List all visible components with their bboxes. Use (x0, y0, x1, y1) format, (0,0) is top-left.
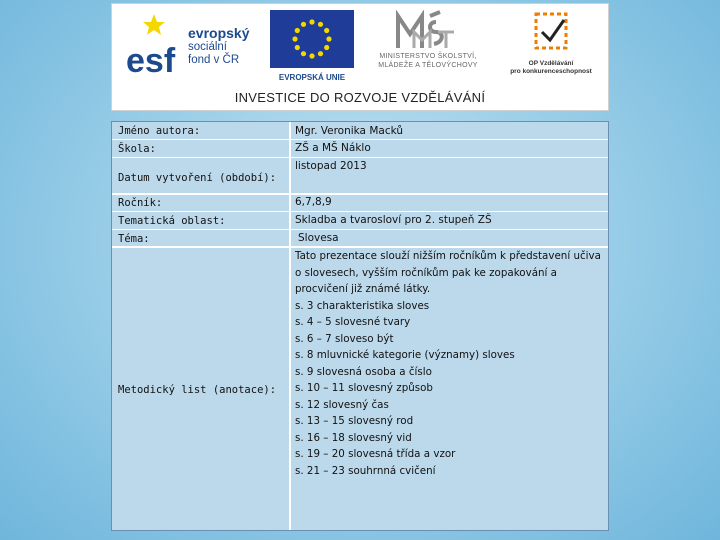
eu-star-icon (301, 51, 306, 56)
topic-label: Téma: (118, 233, 150, 245)
area-label: Tematická oblast: (118, 215, 226, 227)
annotation-item: s. 10 – 11 slovesný způsob (295, 382, 433, 394)
annotation-item: s. 3 charakteristika sloves (295, 299, 430, 312)
school-value: ZŠ a MŠ Náklo (295, 142, 371, 154)
project-banner (111, 3, 609, 111)
op-emblem-icon (506, 10, 596, 58)
annotation-item: s. 13 – 15 slovesný rod (295, 415, 414, 427)
eu-star-icon (292, 36, 297, 41)
eu-star-icon (295, 28, 300, 33)
op-logo (506, 10, 596, 82)
eu-star-icon (318, 22, 323, 27)
esf-line1: evropský (188, 25, 250, 41)
esf-mark: esf (126, 42, 176, 80)
msmt-logo (358, 10, 498, 82)
row-divider (112, 193, 608, 195)
eu-logo (270, 10, 354, 82)
op-line2: pro konkurenceschopnost (510, 68, 592, 75)
metadata-table (111, 121, 609, 531)
area-value: Skladba a tvarosloví pro 2. stupeň ZŠ (295, 214, 492, 226)
annotation-item: s. 6 – 7 sloveso být (295, 332, 394, 345)
eu-star-icon (309, 19, 314, 24)
msmt-monogram-icon (358, 10, 498, 52)
grade-value: 6,7,8,9 (295, 196, 332, 208)
annotation-text (295, 248, 605, 479)
row-divider (112, 139, 608, 140)
row-divider (112, 229, 608, 230)
row-divider (112, 157, 608, 158)
esf-logo (124, 10, 264, 80)
eu-star-icon (301, 22, 306, 27)
annotation-item: s. 12 slovesný čas (295, 398, 389, 411)
school-label: Škola: (118, 143, 156, 155)
topic-value: Slovesa (298, 232, 339, 244)
column-divider (289, 122, 291, 530)
annotation-label: Metodický list (anotace): (118, 384, 277, 396)
eu-star-icon (318, 51, 323, 56)
eu-star-icon (324, 45, 329, 50)
date-label: Datum vytvoření (období): (118, 172, 277, 184)
eu-flag-icon (270, 10, 354, 70)
annotation-item: s. 21 – 23 souhrnná cvičení (295, 464, 436, 477)
op-line1: OP Vzdělávání (528, 60, 574, 67)
annotation-list (295, 298, 605, 480)
row-divider (112, 211, 608, 212)
banner-slogan: INVESTICE DO ROZVOJE VZDĚLÁVÁNÍ (234, 90, 486, 105)
date-value: listopad 2013 (295, 160, 367, 172)
annotation-item: s. 16 – 18 slovesný vid (295, 431, 412, 444)
eu-star-icon (326, 36, 331, 41)
annotation-item: s. 4 – 5 slovesné tvary (295, 316, 411, 328)
op-caption (506, 60, 596, 76)
annotation-item: s. 8 mluvnické kategorie (významy) sloves (295, 349, 515, 361)
eu-star-icon (324, 28, 329, 33)
esf-wordmark (188, 26, 249, 66)
author-label: Jméno autora: (118, 125, 201, 137)
esf-emblem-icon (124, 10, 184, 80)
eu-caption: EVROPSKÁ UNIE (278, 73, 346, 82)
msmt-line1: MINISTERSTVO ŠKOLSTVÍ, (379, 53, 477, 60)
msmt-line2: MLÁDEŽE A TĚLOVÝCHOVY (378, 62, 478, 69)
esf-line3: fond v ČR (188, 53, 240, 66)
annotation-intro: Tato prezentace slouží nižším ročníkům k představení učiva o slovesech, vyšším ročníkům pak ke zopakování a procvičení již známé látky. (295, 250, 601, 295)
author-value: Mgr. Veronika Macků (295, 125, 404, 137)
annotation-item: s. 9 slovesná osoba a číslo (295, 365, 432, 378)
esf-line2: sociální (188, 41, 227, 53)
annotation-item: s. 19 – 20 slovesná třída a vzor (295, 448, 456, 460)
eu-star-icon (295, 45, 300, 50)
eu-star-icon (309, 53, 314, 58)
grade-label: Ročník: (118, 197, 163, 209)
msmt-caption (358, 52, 498, 70)
